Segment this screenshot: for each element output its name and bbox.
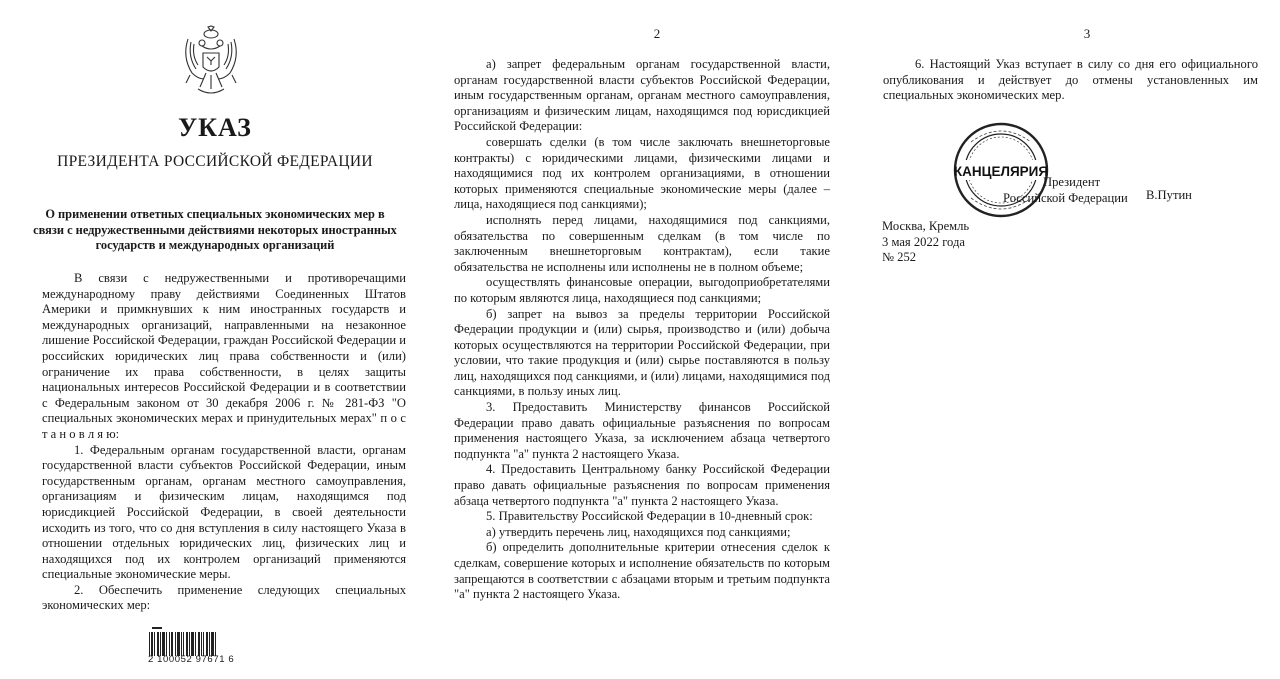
- page-number: 3: [1083, 26, 1091, 41]
- coat-of-arms-icon: [178, 25, 244, 101]
- paragraph: 1. Федеральным органам государственной власти, органам государственной власти субъектов Российской Федерации, иным государственным органам, органам местного самоуправления, организациям и физическим лицам, находящимся под юрисдикцией Российской Федерации, в своей деятельности исходить из того, что со дня вступления в силу настоящего Указа в отношении отдельных юридических лиц, физических лиц и находящихся под их контролем организаций применяются специальные экономические меры.: [42, 442, 406, 582]
- paragraph: а) запрет федеральным органам государственной власти, органам государственной власти субъектов Российской Федерации, иным государственным органам, органам местного самоуправления, организациям и физическим лицам, находящимся под юрисдикцией Российской Федерации:: [454, 57, 830, 134]
- page-1: [0, 0, 430, 679]
- paragraph: В связи с недружественными и противоречащими международному праву действиями Соединенных Штатов Америки и примкнувших к ним иностранных государств и международных организаций, направленными на незаконное лишение Российской Федерации, граждан Российской Федерации и российских юридических лиц права собственности и (или) ограничение их права собственности, в целях защиты национальных интересов Российской Федерации и в соответствии с Федеральным законом от 30 декабря 2006 г. № 281-ФЗ "О специальных экономических мерах и принудительных мерах" п о с т а н о в л я ю:: [42, 271, 406, 441]
- paragraph: а) утвердить перечень лиц, находящихся под санкциями;: [486, 524, 791, 539]
- paragraph: исполнять перед лицами, находящимися под санкциями, обязательства по совершенным сделкам (в том числе по заключенным внешнеторговым контрактам), если такие обязательства не исполнены или исполнены не в полном объеме;: [454, 212, 830, 274]
- document-subtitle: ПРЕЗИДЕНТА РОССИЙСКОЙ ФЕДЕРАЦИИ: [57, 153, 373, 170]
- paragraph: б) определить дополнительные критерии отнесения сделок к сделкам, совершение которых и исполнение обязательств по которым запрещаются в соответствии с абзацами вторым и третьим подпункта "а" пункта 2 настоящего Указа.: [454, 540, 830, 602]
- place: Москва, Кремль: [882, 219, 970, 233]
- barcode-number: 2 100052 97671 6: [148, 654, 235, 665]
- paragraph: 4. Предоставить Центральному банку Российской Федерации право давать официальные разъяснения по вопросам применения абзаца четвертого подпункта "а" пункта 2 настоящего Указа.: [454, 462, 830, 508]
- paragraph: 3. Предоставить Министерству финансов Российской Федерации право давать официальные разъяснения по вопросам применения настоящего Указа, за исключением абзаца четвертого подпункта "а" пункта 2 настоящего Указа.: [454, 400, 830, 461]
- page-number: 2: [653, 26, 661, 41]
- page-1-body: [42, 271, 406, 614]
- paragraph: б) запрет на вывоз за пределы территории Российской Федерации продукции и (или) сырья, производство и (или) добыча которых осуществляются на территории Российской Федерации, при условии, что такие продукция и (или) сырье поставляются в пользу лиц, находящихся под санкциями, и (или) лицами, находящимися под санкциями, в пользу иных лиц.: [454, 306, 830, 399]
- page-2-body: [454, 57, 830, 603]
- page-3: [860, 0, 1280, 679]
- signature-position: [1003, 175, 1128, 206]
- paragraph: совершать сделки (в том числе заключать внешнеторговые контракты) с юридическими лицами, физическими лицами и находящимися под их контролем организациями, в отношении которых применяются специальные экономические меры (далее – лица, находящиеся под санкциями);: [454, 134, 830, 212]
- paragraph: 2. Обеспечить применение следующих специальных экономических мер:: [42, 582, 406, 613]
- paragraph: осуществлять финансовые операции, выгодоприобретателями по которым являются лица, находящиеся под санкциями;: [454, 275, 830, 305]
- signature-position-line1: Президент: [1043, 175, 1101, 189]
- document-title: УКАЗ: [178, 113, 252, 142]
- paragraph: 6. Настоящий Указ вступает в силу со дня его официального опубликования и действует до отмены установленных им специальных экономических мер.: [883, 57, 1258, 103]
- paragraph: 5. Правительству Российской Федерации в 10-дневный срок:: [486, 509, 813, 524]
- place-date-block: [882, 219, 969, 266]
- signature-position-line2: Российской Федерации: [1003, 190, 1128, 205]
- date: 3 мая 2022 года: [882, 234, 965, 249]
- barcode-icon: [148, 626, 218, 656]
- signature-name: В.Путин: [1146, 188, 1192, 202]
- page-2: [430, 0, 860, 679]
- decree-number: № 252: [882, 250, 917, 265]
- seal-text: КАНЦЕЛЯРИЯ: [953, 164, 1049, 179]
- document-subject: О применении ответных специальных экономических мер в связи с недружественными действиями некоторых иностранных государств и международных организаций: [33, 207, 397, 252]
- page-3-body: [883, 57, 1258, 104]
